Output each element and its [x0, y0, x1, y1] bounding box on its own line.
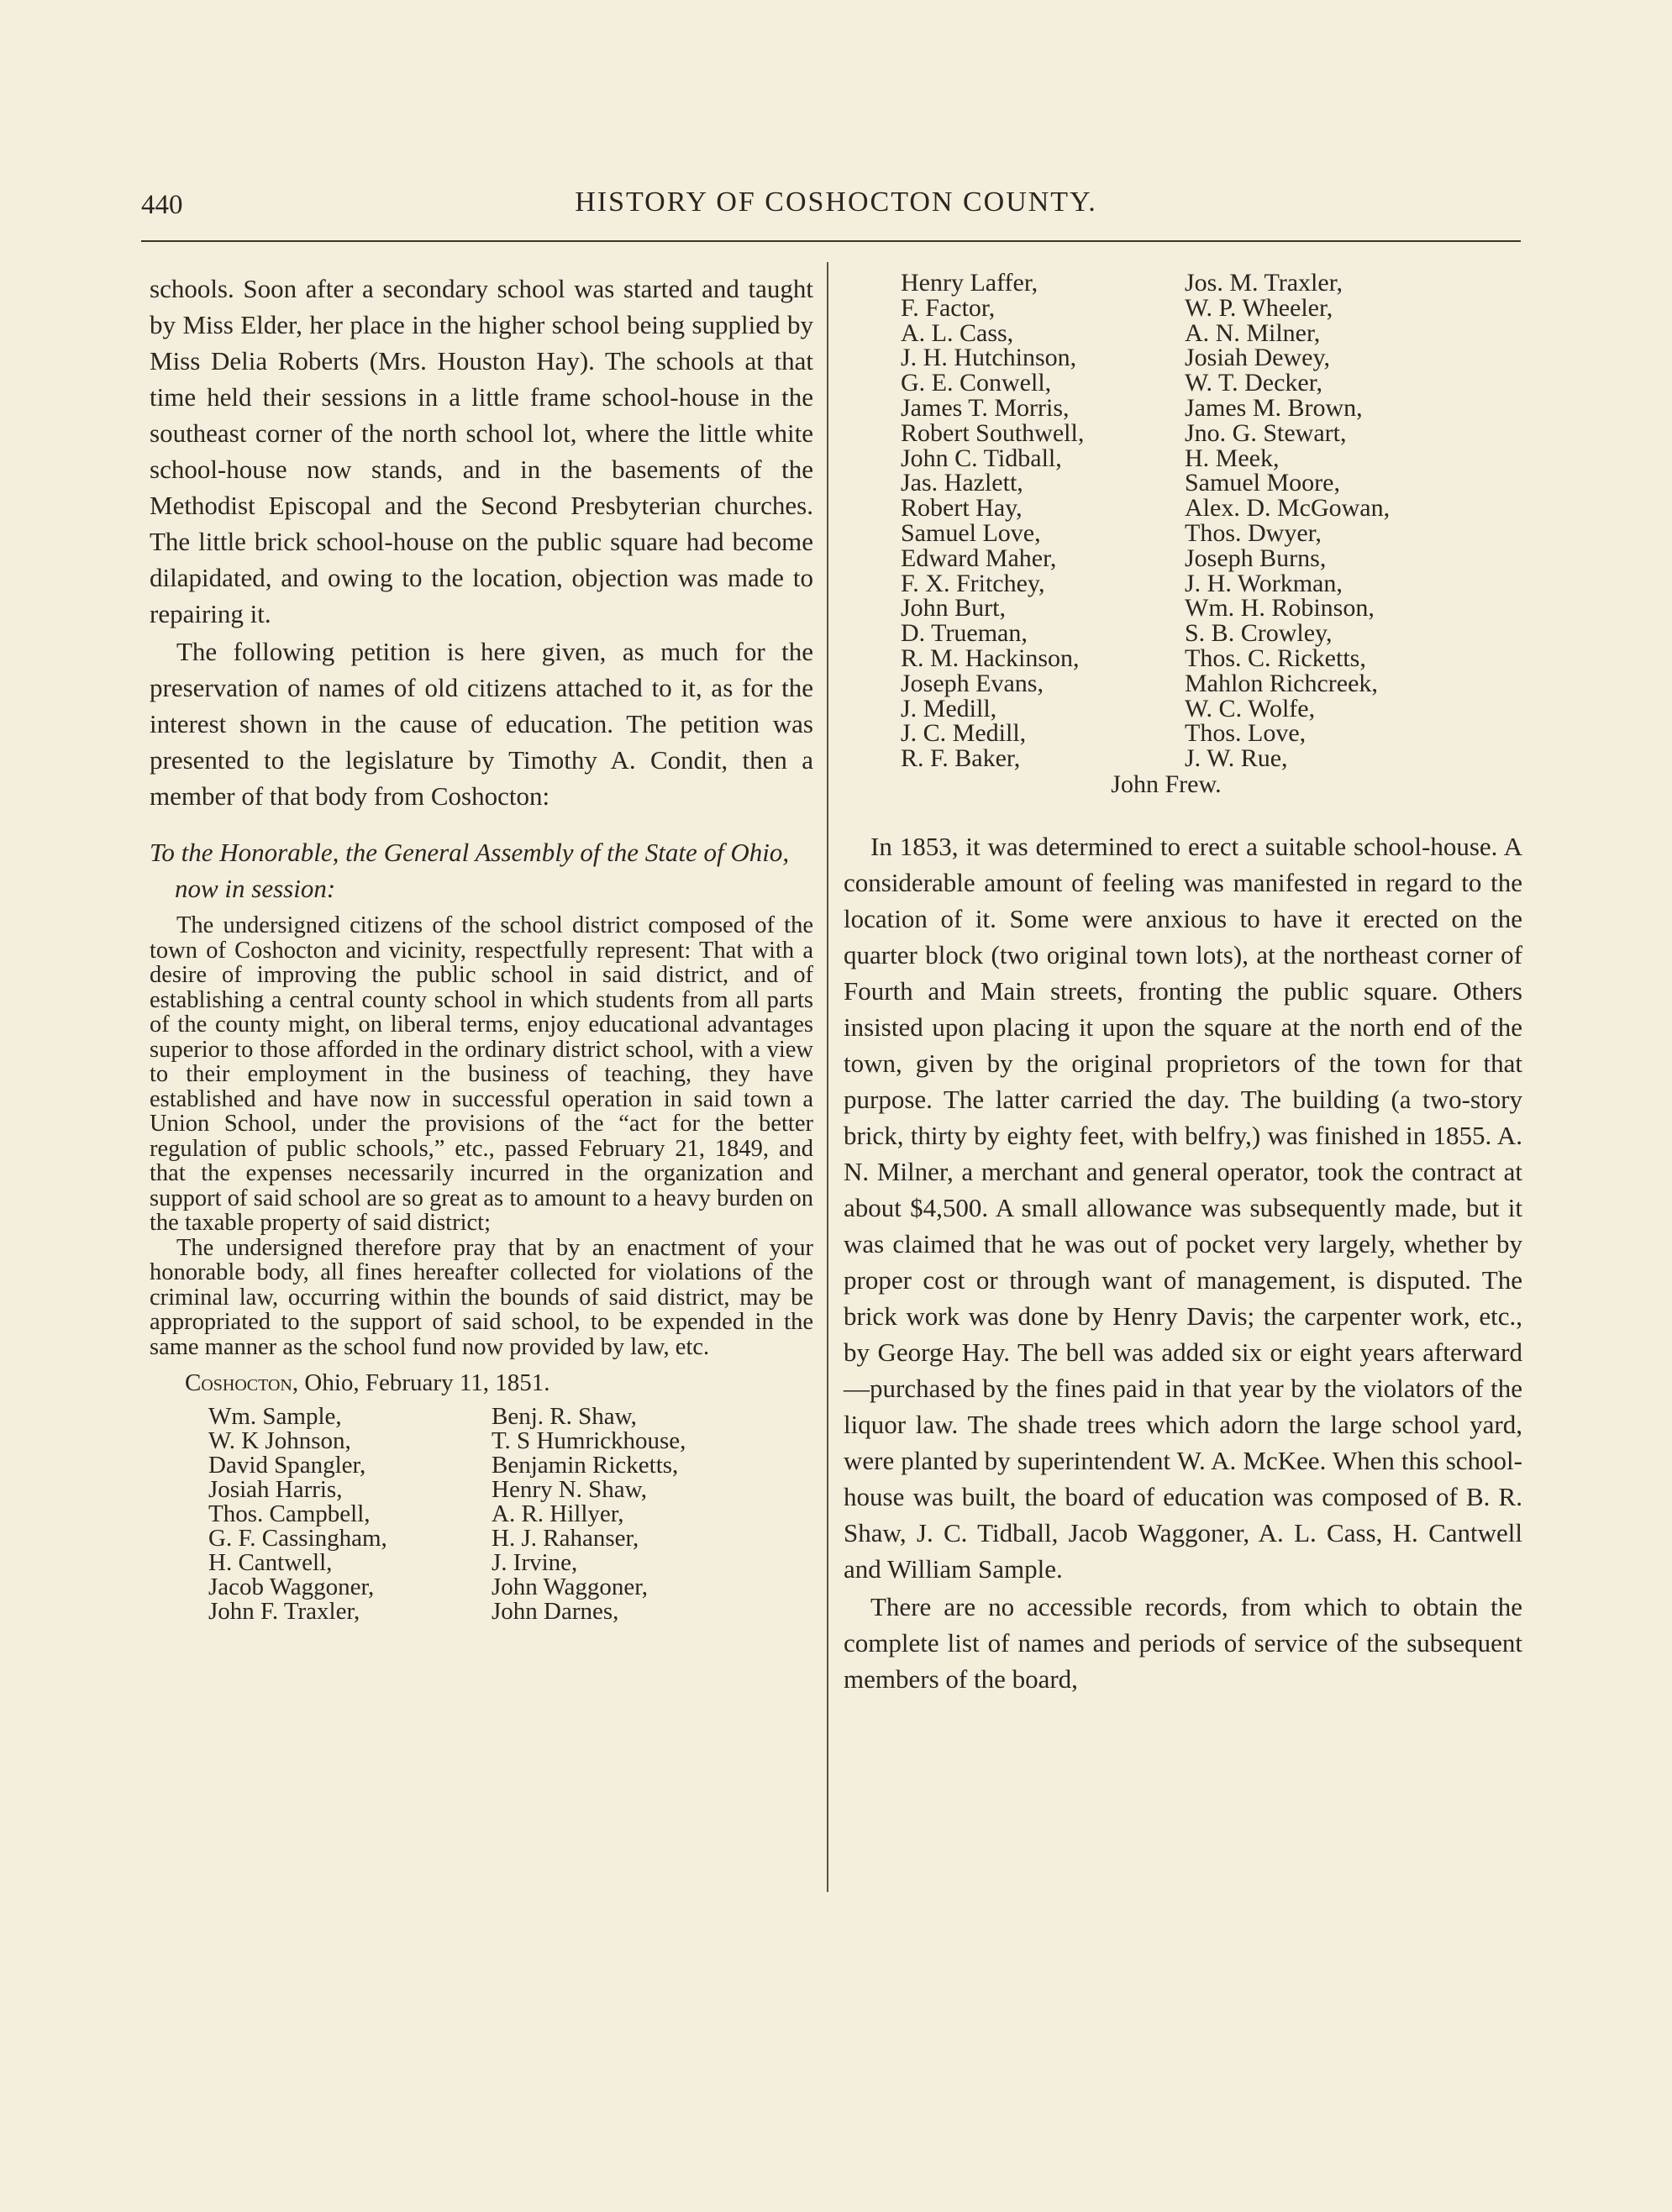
signer: J. Medill, — [901, 694, 997, 722]
paragraph: The following petition is here given, as much for the preservation of names of old citizens attached to it, as for the interest shown in the cause of education. The petition was presented to the legislature by Timothy A. Condit, then a member of that body from Coshocton: — [150, 637, 813, 811]
signer: F. Factor, — [901, 293, 996, 322]
right-column — [844, 271, 1522, 1697]
header-rule — [141, 240, 1521, 242]
signer: Jacob Waggoner, — [208, 1574, 375, 1600]
signer: Joseph Burns, — [1185, 544, 1327, 572]
petition-text: The undersigned citizens of the school district composed of the town of Coshocton and vicinity, respectfully represent: That with a desire of improving the public school in said district, and of establishing a central county school in which students from all parts of the county might, on liberal terms, enjoy educational advantages superior to those afforded in the ordinary district school, with a view to their employment in the business of teaching, they have established and have now in successful operation in said town a Union School, under the provisions of the “act for the better regulation of public schools,” etc., passed February 21, 1849, and that the expenses necessarily incurred in the organization and support of said school are so great as to amount to a heavy burden on the taxable property of said district; — [150, 912, 813, 1236]
running-title: HISTORY OF COSHOCTON COUNTY. — [575, 187, 1097, 218]
signer: D. Trueman, — [901, 619, 1028, 648]
signer: Robert Southwell, — [901, 418, 1085, 447]
signer: Benj. R. Shaw, — [492, 1403, 637, 1430]
signer: Edward Maher, — [901, 544, 1057, 572]
paragraph: There are no accessible records, from which to obtain the complete list of names and periods of service of the subsequent members of the board, — [844, 1591, 1522, 1694]
signer: J. C. Medill, — [901, 719, 1027, 748]
signer: James T. Morris, — [901, 393, 1070, 422]
signer: Samuel Love, — [901, 518, 1041, 547]
signer: John Waggoner, — [492, 1574, 649, 1600]
signer: Thos. Dwyer, — [1185, 518, 1322, 547]
column-divider — [827, 262, 828, 1892]
signer: Alex. D. McGowan, — [1185, 494, 1391, 523]
signer: J. W. Rue, — [1185, 744, 1288, 773]
signer: Mahlon Richcreek, — [1185, 669, 1378, 697]
signer: W. K Johnson, — [208, 1427, 351, 1454]
signer: Samuel Moore, — [1185, 469, 1340, 497]
signer: T. S Humrickhouse, — [492, 1427, 686, 1454]
signer: A. R. Hillyer, — [492, 1500, 624, 1527]
signer: R. M. Hackinson, — [901, 644, 1080, 672]
signer: W. P. Wheeler, — [1185, 293, 1333, 322]
signer: Joseph Evans, — [901, 669, 1044, 697]
signer: G. F. Cassingham, — [208, 1525, 387, 1552]
signer: J. H. Hutchinson, — [901, 344, 1077, 372]
petition-text: The undersigned therefore pray that by an enactment of your honorable body, all fines hereafter collected for violations of the criminal law, occurring within the bounds of said district, may be appropriated to the support of said school, to be expended in the same manner as the school fund now provided by law, etc. — [150, 1234, 813, 1360]
signer: R. F. Baker, — [901, 744, 1021, 773]
signer: Josiah Dewey, — [1185, 344, 1331, 372]
signer: John Burt, — [901, 594, 1007, 623]
page-number: 440 — [141, 190, 183, 220]
signer: John F. Traxler, — [208, 1598, 360, 1625]
signer: John C. Tidball, — [901, 444, 1062, 472]
signer: Wm. Sample, — [208, 1403, 342, 1430]
signer: Henry Laffer, — [901, 269, 1038, 297]
right-text-block — [844, 828, 1522, 1697]
signer: W. C. Wolfe, — [1185, 694, 1316, 722]
signer: F. X. Fritchey, — [901, 569, 1045, 597]
signer: Robert Hay, — [901, 494, 1023, 523]
signer: Thos. Love, — [1185, 719, 1307, 748]
petition-date: , Ohio, February 11, 1851. — [292, 1369, 550, 1396]
signer: G. E. Conwell, — [901, 369, 1052, 397]
signer: A. L. Cass, — [901, 318, 1014, 347]
signer: David Spangler, — [208, 1452, 366, 1479]
signer-final: John Frew. — [1111, 770, 1222, 798]
signer: S. B. Crowley, — [1185, 619, 1333, 648]
paragraph: In 1853, it was determined to erect a suitable school-house. A considerable amount of feeling was manifested in regard to the location of it. Some were anxious to have it erected on the quarter block (two original town lots), at the northeast corner of Fourth and Main streets, fronting the public square. Others insisted upon placing it upon the square at the north end of the town, given by the original proprietors of the town for that purpose. The latter carried the day. The building (a two-story brick, thirty by eighty feet, with belfry,) was finished in 1855. A. N. Milner, a merchant and general operator, took the contract at about $4,500. A small allowance was subsequently made, but it was claimed that he was out of pocket very largely, whether by proper cost or through want of management, is disputed. The brick work was done by Henry Davis; the carpenter work, etc., by George Hay. The bell was added six or eight years afterward—purchased by the fines paid in that year by the violators of the liquor law. The shade trees which adorn the large school yard, were planted by superintendent W. A. McKee. When this school-house was built, the board of education was composed of B. R. Shaw, J. C. Tidball, Jacob Waggoner, A. L. Cass, H. Cantwell and William Sample. — [844, 831, 1522, 1584]
signer: Benjamin Ricketts, — [492, 1452, 679, 1479]
signer: J. Irvine, — [492, 1549, 578, 1576]
left-column — [150, 271, 813, 1624]
petition-address: To the Honorable, the General Assembly of the State of Ohio, now in session: — [150, 838, 790, 903]
signer: Henry N. Shaw, — [492, 1476, 647, 1503]
signer: H. J. Rahanser, — [492, 1525, 639, 1552]
signers-list — [901, 271, 1522, 771]
signer: Thos. C. Ricketts, — [1185, 644, 1366, 672]
signer: Josiah Harris, — [208, 1476, 343, 1503]
signer: H. Meek, — [1185, 444, 1280, 472]
signer: Thos. Campbell, — [208, 1500, 371, 1527]
petition-place: Coshocton — [185, 1369, 292, 1396]
signers-list — [208, 1405, 813, 1624]
signer: Jas. Hazlett, — [901, 469, 1023, 497]
petition-place-date — [185, 1368, 813, 1398]
signer: Jos. M. Traxler, — [1185, 269, 1343, 297]
paragraph: schools. Soon after a secondary school was started and taught by Miss Elder, her place in the higher school being supplied by Miss Delia Roberts (Mrs. Houston Hay). The schools at that time held their sessions in a little frame school-house in the southeast corner of the north school lot, where the little white school-house now stands, and in the basements of the Methodist Episcopal and the Second Presbyterian churches. The little brick school-house on the public square had become dilapidated, and owing to the location, objection was made to repairing it. — [150, 274, 813, 628]
signer: John Darnes, — [492, 1598, 619, 1625]
signer: Jno. G. Stewart, — [1185, 418, 1347, 447]
signer: A. N. Milner, — [1185, 318, 1321, 347]
signer: James M. Brown, — [1185, 393, 1363, 422]
signer: W. T. Decker, — [1185, 369, 1323, 397]
signer: J. H. Workman, — [1185, 569, 1343, 597]
signer: Wm. H. Robinson, — [1185, 594, 1375, 623]
signer: H. Cantwell, — [208, 1549, 333, 1576]
